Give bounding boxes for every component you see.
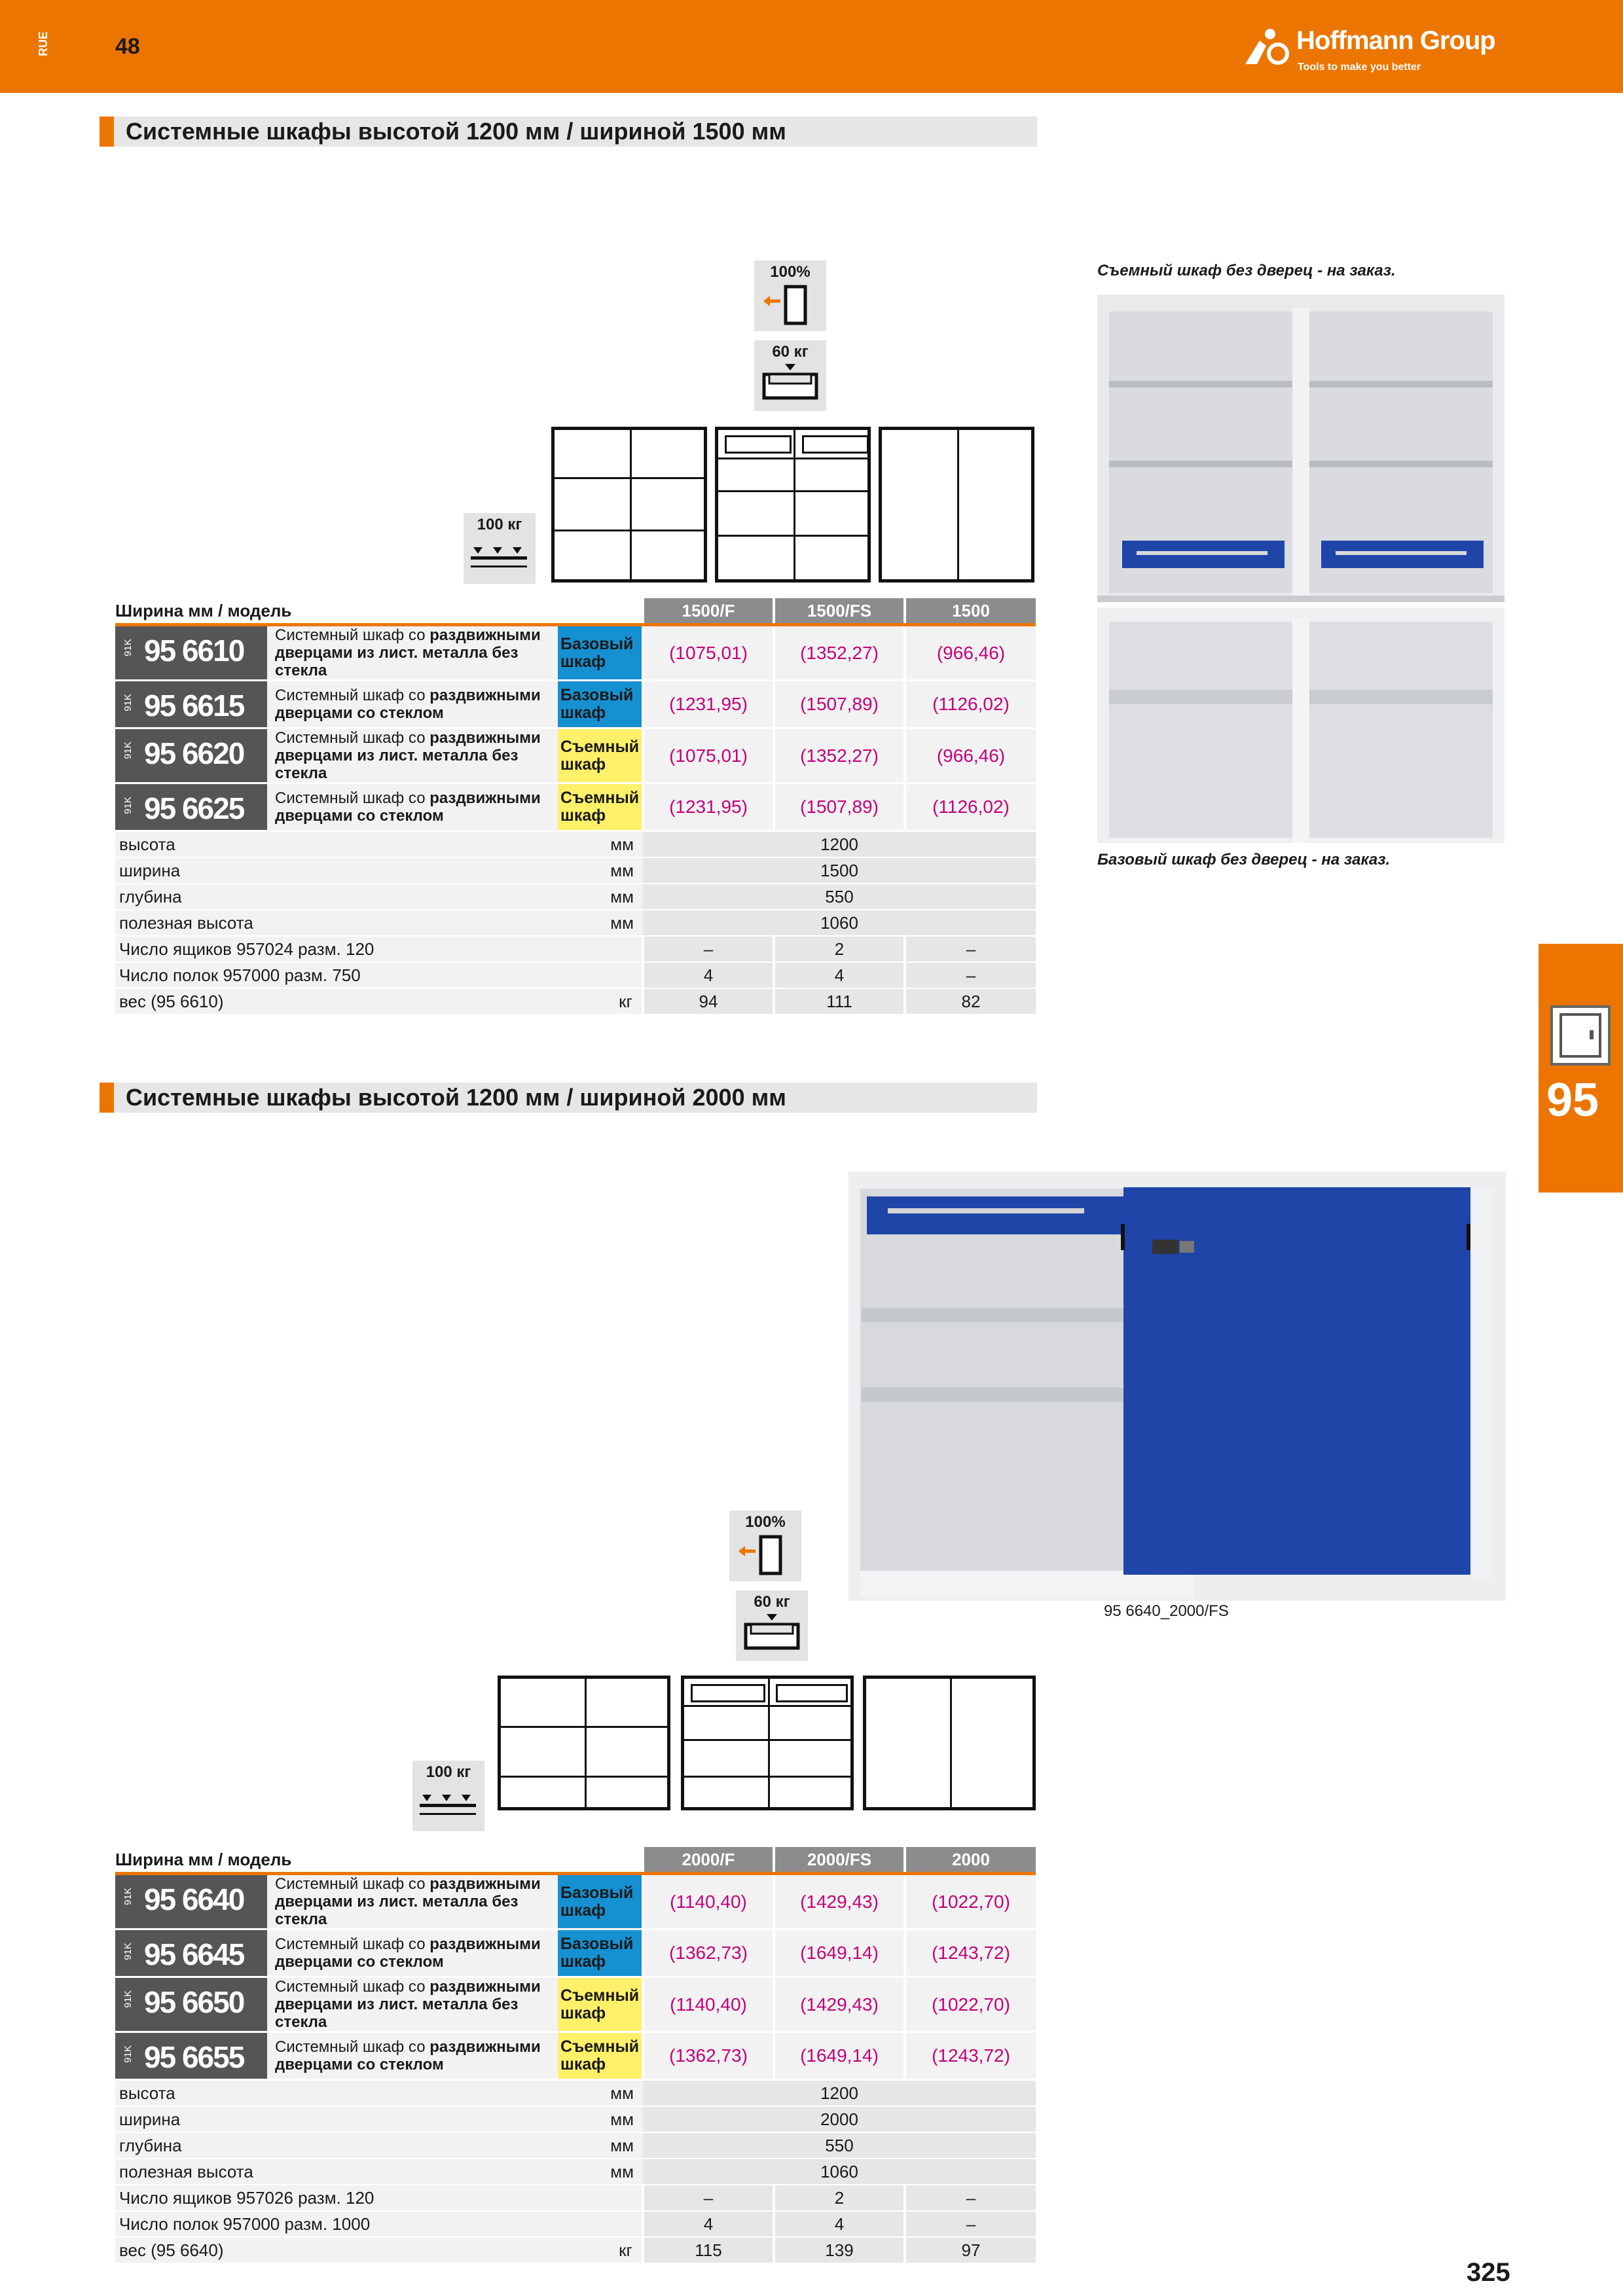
spec-value: –: [643, 2185, 774, 2211]
layout-diagram-empty: [863, 1676, 1036, 1810]
logo-tagline: Tools to make you better: [1298, 62, 1421, 73]
product-row: [115, 1874, 1036, 1929]
product-description: Системный шкаф со раздвижными дверцами из лист. металла без стекла: [267, 728, 558, 783]
spec-label: высота: [115, 831, 558, 858]
spec-row: [115, 857, 1036, 884]
drawer-load-icon: [754, 340, 826, 411]
price: (1022,70): [905, 1874, 1036, 1929]
table-caption: Ширина мм / модель: [115, 598, 643, 625]
price: (1022,70): [905, 1977, 1036, 2032]
logo-name: Hoffmann Group: [1296, 26, 1495, 55]
price: (1075,01): [643, 728, 774, 783]
spec-row: [115, 910, 1036, 936]
article-number: 91K 95 6640: [115, 1874, 267, 1929]
section-title-2000: [100, 1083, 1037, 1113]
spec-value: –: [905, 962, 1036, 988]
table-header-row: [115, 1847, 1036, 1874]
spec-unit: мм: [558, 910, 643, 936]
spec-value: 115: [643, 2237, 774, 2263]
spec-value: 4: [774, 2211, 905, 2237]
product-row: [115, 783, 1036, 831]
pull-out-label: 100%: [770, 263, 811, 281]
spec-row: [115, 2080, 1036, 2107]
shelf-load-icon: [464, 513, 536, 584]
product-photo-2000: [848, 1172, 1506, 1601]
drawer-weight-icon: [739, 1611, 805, 1657]
column-header: 1500/F: [643, 598, 774, 625]
spec-value: 550: [643, 2132, 1036, 2159]
price: (1649,14): [774, 2032, 905, 2080]
spec-value: 2: [774, 936, 905, 962]
hoffmann-logo: [1244, 22, 1519, 81]
article-number: 91K 95 6645: [115, 1929, 267, 1977]
price: (1243,72): [905, 2032, 1036, 2080]
spec-value: –: [643, 936, 774, 962]
price: (966,46): [905, 728, 1036, 783]
spec-unit: кг: [558, 2237, 643, 2263]
product-row: [115, 1977, 1036, 2032]
article-number: 91K 95 6655: [115, 2032, 267, 2080]
spec-row: [115, 2185, 1036, 2211]
spec-row: [115, 2211, 1036, 2237]
spec-label: высота: [115, 2080, 558, 2107]
price: (1507,89): [774, 681, 905, 728]
price: (1140,40): [643, 1874, 774, 1929]
product-row: [115, 2032, 1036, 2080]
caption-removable-cabinet: Съемный шкаф без дверец - на заказ.: [1097, 262, 1396, 279]
drawer-extension-icon: [736, 1532, 795, 1577]
drawer-weight-icon: [757, 361, 823, 407]
spec-unit: мм: [558, 2159, 643, 2185]
spec-unit: мм: [558, 2106, 643, 2132]
spec-value: 94: [643, 988, 774, 1014]
cabinet-type-badge: Базовый шкаф: [558, 625, 643, 681]
article-number: 91K 95 6650: [115, 1977, 267, 2032]
section-title-text: Системные шкафы высотой 1200 мм / шириной 2000 мм: [126, 1084, 786, 1111]
product-photo-1500: [1097, 295, 1504, 846]
photo-caption-2000: 95 6640_2000/FS: [1104, 1602, 1229, 1620]
spec-label: Число полок 957000 разм. 750: [115, 962, 558, 988]
spec-label: глубина: [115, 884, 558, 910]
spec-unit: [558, 2211, 643, 2237]
layout-diagram-shelves: [498, 1676, 670, 1810]
spec-value: 1500: [643, 857, 1036, 884]
spec-value: 97: [905, 2237, 1036, 2263]
cabinet-type-badge: Базовый шкаф: [558, 681, 643, 728]
caption-base-cabinet: Базовый шкаф без дверец - на заказ.: [1097, 851, 1391, 869]
price: (1243,72): [905, 1929, 1036, 1977]
table-caption: Ширина мм / модель: [115, 1847, 643, 1874]
chapter-number: 48: [115, 34, 140, 59]
spec-row: [115, 2159, 1036, 2185]
price: (1362,73): [643, 2032, 774, 2080]
price: (1649,14): [774, 1929, 905, 1977]
layout-diagram-drawers: [715, 427, 871, 583]
product-description: Системный шкаф со раздвижными дверцами со стеклом: [267, 681, 558, 728]
spec-unit: мм: [558, 884, 643, 910]
column-header: 1500/FS: [774, 598, 905, 625]
price: (1507,89): [774, 783, 905, 831]
spec-label: глубина: [115, 2132, 558, 2159]
product-row: [115, 625, 1036, 681]
spec-value: –: [905, 2185, 1036, 2211]
spec-value: 139: [774, 2237, 905, 2263]
spec-row: [115, 884, 1036, 910]
spec-row: [115, 831, 1036, 858]
pull-out-icon: [754, 260, 826, 331]
drawer-extension-icon: [761, 281, 820, 327]
spec-value: 2: [774, 2185, 905, 2211]
cabinet-tab-icon: [1549, 1004, 1612, 1067]
spec-row: [115, 2106, 1036, 2132]
chapter-tab-number: 95: [1546, 1074, 1599, 1126]
column-header: 2000: [905, 1847, 1036, 1874]
spec-label: вес (95 6610): [115, 988, 558, 1014]
spec-row: [115, 962, 1036, 988]
cabinet-type-badge: Съемный шкаф: [558, 728, 643, 783]
cabinet-type-badge: Съемный шкаф: [558, 2032, 643, 2080]
spec-value: 111: [774, 988, 905, 1014]
cabinet-type-badge: Базовый шкаф: [558, 1874, 643, 1929]
price: (1075,01): [643, 625, 774, 681]
shelf-load-icon: [412, 1761, 484, 1831]
price: (1429,43): [774, 1874, 905, 1929]
spec-label: ширина: [115, 2106, 558, 2132]
spec-value: 1200: [643, 2080, 1036, 2107]
section-title-1500: [100, 117, 1037, 147]
pull-out-icon: [729, 1511, 801, 1581]
product-description: Системный шкаф со раздвижными дверцами со стеклом: [267, 783, 558, 831]
product-description: Системный шкаф со раздвижными дверцами со стеклом: [267, 1929, 558, 1977]
column-header: 2000/FS: [774, 1847, 905, 1874]
price: (1352,27): [774, 625, 905, 681]
shelf-weight-icon: [416, 1782, 481, 1827]
product-description: Системный шкаф со раздвижными дверцами из лист. металла без стекла: [267, 1874, 558, 1929]
product-description: Системный шкаф со раздвижными дверцами из лист. металла без стекла: [267, 1977, 558, 2032]
drawer-load-icon: [736, 1590, 808, 1661]
layout-diagram-shelves: [551, 427, 707, 583]
price: (1429,43): [774, 1977, 905, 2032]
spec-value: 4: [643, 2211, 774, 2237]
pull-out-label: 100%: [745, 1513, 786, 1531]
spec-unit: мм: [558, 2132, 643, 2159]
drawer-load-label: 60 кг: [754, 1593, 790, 1611]
article-number: 91K 95 6610: [115, 625, 267, 681]
spec-value: 2000: [643, 2106, 1036, 2132]
spec-label: Число ящиков 957024 разм. 120: [115, 936, 558, 962]
spec-label: Число ящиков 957026 разм. 120: [115, 2185, 558, 2211]
spec-label: ширина: [115, 857, 558, 884]
section-title-text: Системные шкафы высотой 1200 мм / шириной 1500 мм: [126, 118, 786, 145]
spec-value: 1060: [643, 910, 1036, 936]
article-number: 91K 95 6615: [115, 681, 267, 728]
spec-value: 1200: [643, 831, 1036, 858]
spec-unit: [558, 962, 643, 988]
cabinet-type-badge: Съемный шкаф: [558, 1977, 643, 2032]
article-number: 91K 95 6620: [115, 728, 267, 783]
spec-unit: мм: [558, 857, 643, 884]
column-header: 1500: [905, 598, 1036, 625]
layout-diagram-empty: [879, 427, 1034, 583]
shelf-load-label: 100 кг: [426, 1763, 471, 1781]
language-code: RUE: [37, 31, 50, 56]
logo-mark-icon: [1244, 27, 1292, 67]
product-description: Системный шкаф со раздвижными дверцами из лист. металла без стекла: [267, 625, 558, 681]
spec-row: [115, 2132, 1036, 2159]
spec-value: 550: [643, 884, 1036, 910]
spec-value: 4: [774, 962, 905, 988]
spec-row: [115, 936, 1036, 962]
spec-value: 82: [905, 988, 1036, 1014]
spec-value: –: [905, 2211, 1036, 2237]
spec-value: 4: [643, 962, 774, 988]
drawer-load-label: 60 кг: [772, 343, 809, 361]
product-row: [115, 728, 1036, 783]
spec-label: Число полок 957000 разм. 1000: [115, 2211, 558, 2237]
spec-row: [115, 2237, 1036, 2263]
price: (1231,95): [643, 681, 774, 728]
spec-value: –: [905, 936, 1036, 962]
shelf-load-label: 100 кг: [477, 516, 522, 533]
page-number: 325: [1467, 2258, 1510, 2287]
price: (966,46): [905, 625, 1036, 681]
spec-table-2000: [115, 1847, 1036, 2264]
layout-diagram-drawers: [681, 1676, 854, 1810]
chapter-tab: [1539, 944, 1623, 1193]
spec-label: вес (95 6640): [115, 2237, 558, 2263]
spec-row: [115, 988, 1036, 1014]
price: (1126,02): [905, 681, 1036, 728]
article-number: 91K 95 6625: [115, 783, 267, 831]
table-header-row: [115, 598, 1036, 625]
spec-unit: [558, 2185, 643, 2211]
spec-table-1500: [115, 598, 1036, 1015]
spec-value: 1060: [643, 2159, 1036, 2185]
product-row: [115, 1929, 1036, 1977]
price: (1140,40): [643, 1977, 774, 2032]
price: (1362,73): [643, 1929, 774, 1977]
spec-label: полезная высота: [115, 910, 558, 936]
price: (1126,02): [905, 783, 1036, 831]
cabinet-type-badge: Базовый шкаф: [558, 1929, 643, 1977]
spec-unit: [558, 936, 643, 962]
price: (1352,27): [774, 728, 905, 783]
spec-unit: кг: [558, 988, 643, 1014]
shelf-weight-icon: [467, 534, 532, 580]
spec-label: полезная высота: [115, 2159, 558, 2185]
cabinet-type-badge: Съемный шкаф: [558, 783, 643, 831]
price: (1231,95): [643, 783, 774, 831]
spec-unit: мм: [558, 831, 643, 858]
column-header: 2000/F: [643, 1847, 774, 1874]
product-row: [115, 681, 1036, 728]
product-description: Системный шкаф со раздвижными дверцами со стеклом: [267, 2032, 558, 2080]
spec-unit: мм: [558, 2080, 643, 2107]
